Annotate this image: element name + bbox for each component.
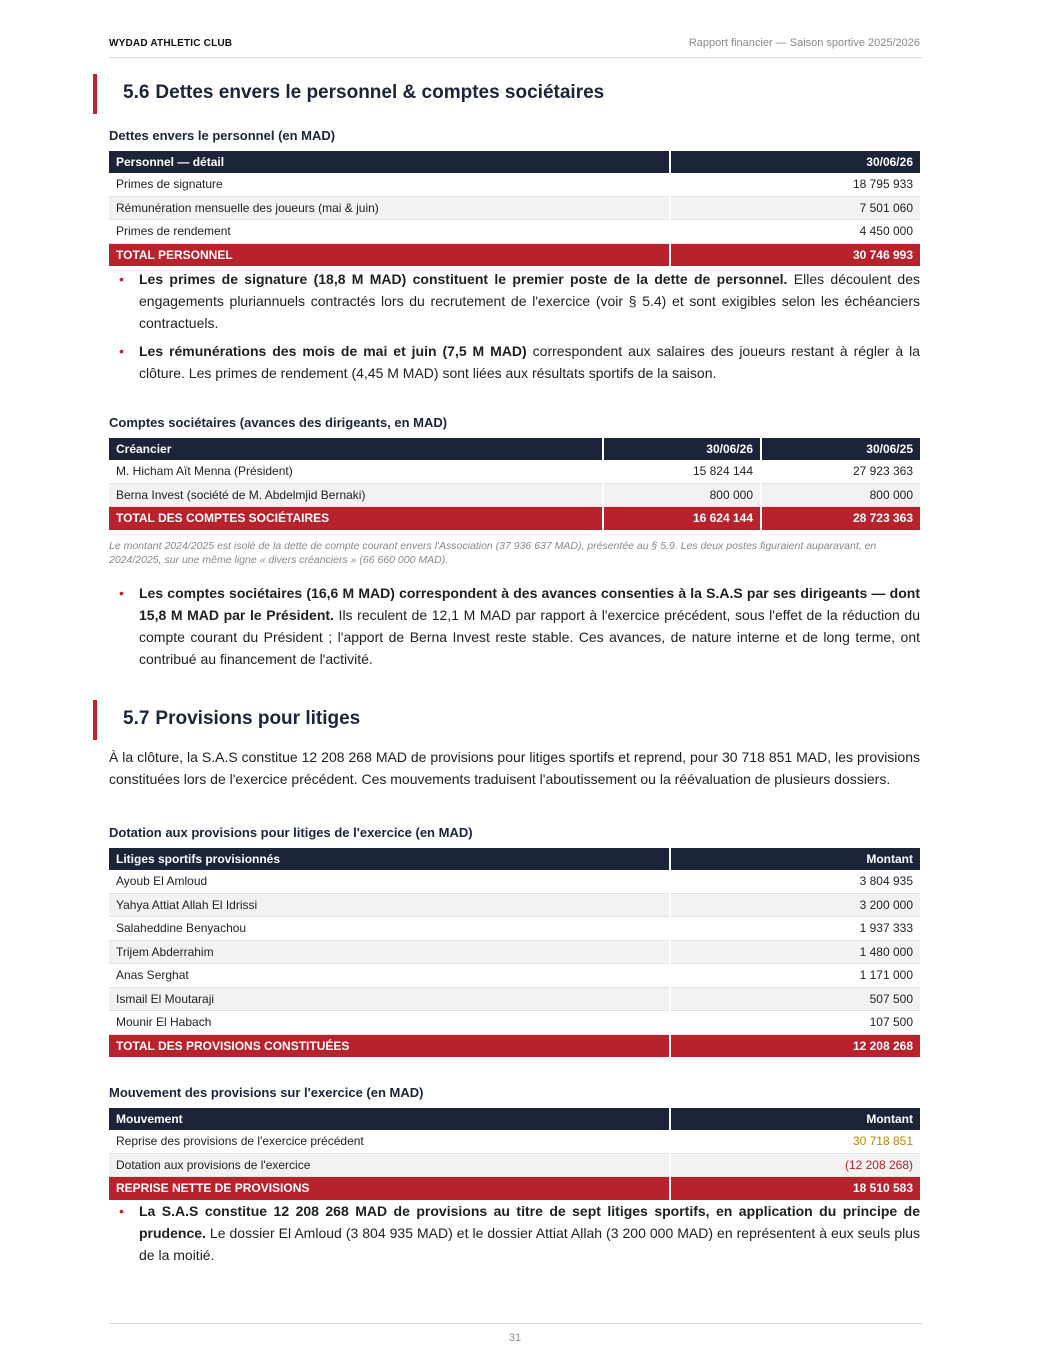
row-amount: 1 480 000	[670, 940, 920, 964]
personnel-bullets	[109, 268, 920, 390]
column-header: Litiges sportifs provisionnés	[109, 848, 670, 870]
total-label: TOTAL PERSONNEL	[109, 243, 670, 266]
row-label: Reprise des provisions de l'exercice précédent	[109, 1130, 670, 1153]
provisions-bullets	[109, 1200, 920, 1272]
row-amount: 1 171 000	[670, 964, 920, 988]
header-divider	[109, 57, 922, 58]
bullet-bold-text: La S.A.S constitue 12 208 268 MAD de provisions au titre de sept litiges sportifs, en application du principe de prudence.	[139, 1203, 920, 1241]
row-amount-previous: 800 000	[761, 483, 920, 507]
column-header: 30/06/26	[670, 151, 920, 173]
bullet-text: Elles découlent des engagements pluriannuels contractés lors du recrutement de l'exercice (voir § 5.4) et sont exigibles selon les échéanciers contractuels.	[139, 271, 920, 331]
table-row	[109, 870, 920, 893]
row-amount: 7 501 060	[670, 196, 920, 220]
dotation-table-caption: Dotation aux provisions pour litiges de l'exercice (en MAD)	[109, 825, 473, 840]
table-row	[109, 917, 920, 941]
row-label: Anas Serghat	[109, 964, 670, 988]
total-amount: 30 746 993	[670, 243, 920, 266]
total-amount-previous: 28 723 363	[761, 507, 920, 530]
row-label: Yahya Attiat Allah El Idrissi	[109, 893, 670, 917]
row-label: Ismail El Moutaraji	[109, 987, 670, 1011]
row-amount: 3 200 000	[670, 893, 920, 917]
section-number: 5.7	[123, 708, 150, 729]
column-header: Mouvement	[109, 1108, 670, 1130]
column-header: Montant	[670, 848, 920, 870]
table-row	[109, 460, 920, 483]
table-row	[109, 1011, 920, 1035]
total-amount-current: 16 624 144	[603, 507, 761, 530]
total-label: TOTAL DES COMPTES SOCIÉTAIRES	[109, 507, 603, 530]
row-amount: 107 500	[670, 1011, 920, 1035]
table-row	[109, 483, 920, 507]
table-header-row	[109, 151, 920, 173]
row-amount: 1 937 333	[670, 917, 920, 941]
table-header-row	[109, 1108, 920, 1130]
row-label: Berna Invest (société de M. Abdelmjid Bernaki)	[109, 483, 603, 507]
row-amount-previous: 27 923 363	[761, 460, 920, 483]
row-label: Dotation aux provisions de l'exercice	[109, 1153, 670, 1177]
row-label: M. Hicham Aït Menna (Président)	[109, 460, 603, 483]
row-label: Primes de rendement	[109, 220, 670, 244]
bullet-text: correspondent aux salaires des joueurs restant à régler à la clôture. Les primes de rendement (4,45 M MAD) sont liées aux résultats sportifs de la saison.	[139, 343, 920, 381]
provisions-intro: À la clôture, la S.A.S constitue 12 208 268 MAD de provisions pour litiges sportifs et reprend, pour 30 718 851 MAD, les provisions constituées lors de l'exercice précédent. Ces mouvements traduisent l'aboutissement ou la réévaluation de plusieurs dossiers.	[109, 749, 920, 787]
row-amount: 18 795 933	[670, 173, 920, 196]
row-amount-positive: 30 718 851	[670, 1130, 920, 1153]
row-label: Salaheddine Benyachou	[109, 917, 670, 941]
table-row	[109, 940, 920, 964]
personnel-table	[109, 151, 920, 266]
societaires-bullets	[109, 582, 920, 676]
table-total-row	[109, 243, 920, 266]
bullet-bold-text: Les comptes sociétaires (16,6 M MAD) correspondent à des avances consenties à la S.A.S par ses dirigeants — dont 15,8 M MAD par le Président.	[139, 585, 920, 623]
dotation-table	[109, 848, 920, 1057]
row-amount: 3 804 935	[670, 870, 920, 893]
section-number: 5.6	[123, 82, 150, 103]
total-label: REPRISE NETTE DE PROVISIONS	[109, 1177, 670, 1200]
row-label: Mounir El Habach	[109, 1011, 670, 1035]
table-row	[109, 1153, 920, 1177]
row-amount-current: 800 000	[603, 483, 761, 507]
table-row	[109, 987, 920, 1011]
column-header: 30/06/26	[603, 438, 761, 460]
personnel-table-caption: Dettes envers le personnel (en MAD)	[109, 128, 336, 143]
row-amount: 507 500	[670, 987, 920, 1011]
row-label: Rémunération mensuelle des joueurs (mai & juin)	[109, 196, 670, 220]
bullet-text: Ils reculent de 12,1 M MAD par rapport à l'exercice précédent, sous l'effet de la réduction du compte courant du Président ; l'apport de Berna Invest reste stable. Ces avances, de nature interne et de long terme, ont contribué au financement de l'activité.	[139, 607, 920, 667]
section-title	[123, 708, 360, 730]
table-header-row	[109, 848, 920, 870]
total-amount: 18 510 583	[670, 1177, 920, 1200]
row-label: Trijem Abderrahim	[109, 940, 670, 964]
bullet-item	[109, 268, 920, 334]
bullet-text: Le dossier El Amloud (3 804 935 MAD) et le dossier Attiat Allah (3 200 000 MAD) en représentent à eux seuls plus de la moitié.	[139, 1225, 920, 1263]
table-row	[109, 964, 920, 988]
row-label: Ayoub El Amloud	[109, 870, 670, 893]
footer-divider	[109, 1323, 922, 1324]
column-header: Personnel — détail	[109, 151, 670, 173]
row-amount-negative: (12 208 268)	[670, 1153, 920, 1177]
societaires-table-caption: Comptes sociétaires (avances des dirigeants, en MAD)	[109, 415, 448, 430]
mouvement-table	[109, 1108, 920, 1200]
section-accent-bar	[93, 74, 97, 114]
bullet-item	[109, 340, 920, 384]
table-row	[109, 196, 920, 220]
row-amount: 4 450 000	[670, 220, 920, 244]
table-header-row	[109, 438, 920, 460]
section-title	[123, 82, 604, 104]
table-total-row	[109, 1034, 920, 1057]
societaires-footnote: Le montant 2024/2025 est isolé de la dette de compte courant envers l'Association (37 936 637 MAD), présentée au § 5.9. Les deux postes figuraient auparavant, en 2024/2025, sur une même ligne « divers créanciers » (66 660 000 MAD).	[109, 540, 877, 566]
bullet-item	[109, 1200, 920, 1266]
column-header: 30/06/25	[761, 438, 920, 460]
total-label: TOTAL DES PROVISIONS CONSTITUÉES	[109, 1034, 670, 1057]
bullet-item	[109, 582, 920, 670]
table-row	[109, 173, 920, 196]
bullet-bold-text: Les rémunérations des mois de mai et juin (7,5 M MAD)	[139, 343, 527, 359]
table-row	[109, 220, 920, 244]
column-header: Montant	[670, 1108, 920, 1130]
section-accent-bar	[93, 700, 97, 740]
row-amount-current: 15 824 144	[603, 460, 761, 483]
header-report-title: Rapport financier — Saison sportive 2025/2026	[688, 37, 920, 49]
page-number: 31	[508, 1332, 522, 1344]
table-row	[109, 893, 920, 917]
row-label: Primes de signature	[109, 173, 670, 196]
bullet-bold-text: Les primes de signature (18,8 M MAD) constituent le premier poste de la dette de personnel.	[139, 271, 788, 287]
table-total-row	[109, 507, 920, 530]
section-title-text: Provisions pour litiges	[155, 708, 361, 729]
mouvement-table-caption: Mouvement des provisions sur l'exercice (en MAD)	[109, 1085, 424, 1100]
table-row	[109, 1130, 920, 1153]
table-total-row	[109, 1177, 920, 1200]
header-club-name: WYDAD ATHLETIC CLUB	[109, 38, 233, 49]
total-amount: 12 208 268	[670, 1034, 920, 1057]
column-header: Créancier	[109, 438, 603, 460]
section-title-text: Dettes envers le personnel & comptes sociétaires	[155, 82, 605, 103]
societaires-table	[109, 438, 920, 530]
